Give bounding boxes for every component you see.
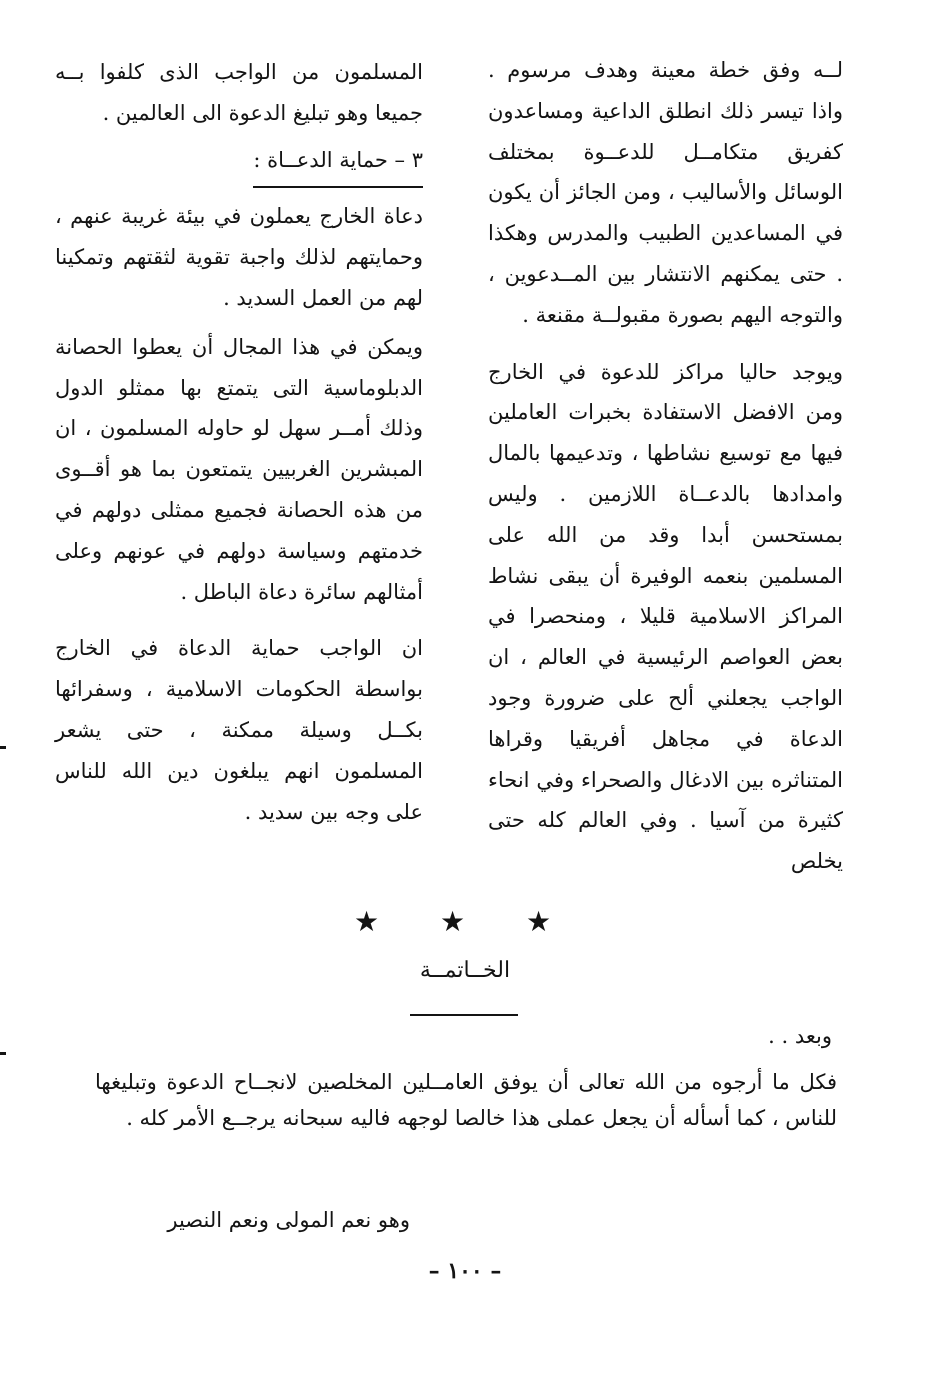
left-column-paragraph-3: ويمكن في هذا المجال أن يعطوا الحصانة الدبلوماسية التى يتمتع بها ممثلو الدول وذلك أمــر سهل لو حاوله المسلمون ، ان المبشرين الغربيين يتمتعون بما هو أقــوى من هذه الحصانة فجميع ممثلى دولهم في خدمتهم وسياسة دولهم في عونهم وعلى أمثالهم سائرة دعاة الباطل . — [55, 334, 423, 604]
section-separator-stars: ★ ★ ★ — [353, 905, 578, 938]
right-column-paragraph-1: لــه وفق خطة معينة وهدف مرسوم . واذا تيسر ذلك انطلق الداعية ومساعدون كفريق متكامــل للدعــوة بمختلف الوسائل والأساليب ، ومن الجائز أن يكون في المساعدين الطبيب والمدرس وهكذا . حتى يمكنهم الانتشار بين المــدعوين ، والتوجه اليهم بصورة مقبولــة مقنعة . — [488, 58, 843, 327]
left-column-paragraph-4: ان الواجب حماية الدعاة في الخارج بواسطة الحكومات الاسلامية ، وسفرائها بكــل وسيلة ممكنة ، حتى يشعر المسلمون انهم يبلغون دين الله للناس على وجه بين سديد . — [55, 636, 423, 824]
right-column-paragraph-2: ويوجد حاليا مراكز للدعوة في الخارج ومن الافضل الاستفادة بخبرات العاملين فيها مع توسيع نشاطها ، وتدعيمها بالمال وامدادها بالدعــاة اللازمين . وليس بمستحسن أبدا وقد من الله على المسلمين بنعمه الوفيرة أن يبقى نشاط المراكز الاسلامية قليلا ، ومنحصرا في بعض العواصم الرئيسية في العالم ، ان الواجب يجعلني ألح على ضرورة وجود الدعاة في مجاهل أفريقيا وقراها المتناثره بين الادغال والصحراء وفي انحاء كثيرة من آسيا . وفي العالم كله حتى يخلص — [488, 359, 843, 874]
page-number: – ١٠٠ – — [428, 1258, 502, 1284]
margin-mark — [0, 746, 6, 749]
section-heading-protection-of-preachers: ٣ – حماية الدعــاة : — [253, 140, 423, 189]
conclusion-opening: وبعد . . — [768, 1024, 832, 1048]
conclusion-title: الخــاتمــة — [419, 958, 511, 983]
conclusion-closing: وهو نعم المولى ونعم النصير — [167, 1208, 410, 1232]
left-column-paragraph-2: دعاة الخارج يعملون في بيئة غريبة عنهم ، وحمايتهم لذلك واجبة تقوية لثقتهم وتمكينا لهم من العمل السديد . — [55, 204, 423, 310]
left-column-paragraph-1: المسلمون من الواجب الذى كلفوا بــه جميعا وهو تبليغ الدعوة الى العالمين . — [55, 60, 423, 125]
conclusion-title-underline — [410, 1014, 518, 1016]
right-column — [488, 50, 843, 882]
conclusion-body: فكل ما أرجوه من الله تعالى أن يوفق العامــلين المخلصين لانجــاح الدعوة وتبليغها للناس ، كما أسأله أن يجعل عملى هذا خالصا لوجهه فاليه سبحانه يرجــع الأمر كله . — [95, 1070, 837, 1130]
margin-mark — [0, 1052, 6, 1055]
left-column — [55, 52, 423, 832]
